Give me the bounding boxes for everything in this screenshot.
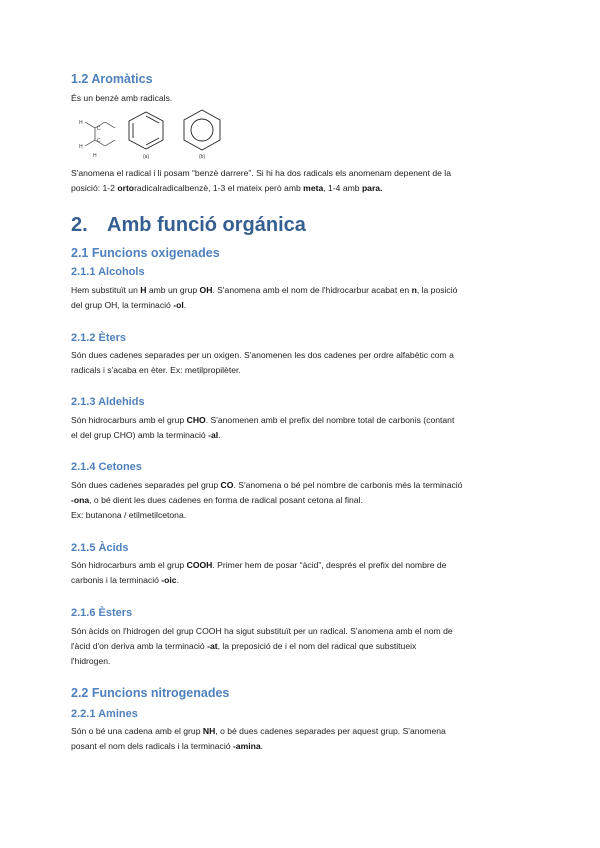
aldehids-line-2: el del grup CHO) amb la terminació -al.	[71, 430, 221, 440]
heading-acids: 2.1.5 Àcids	[71, 542, 129, 554]
struct-label-h-3: H	[93, 153, 97, 159]
amines-line-2: posant el nom dels radicals i la terminació -amina.	[71, 741, 264, 751]
esters-paragraph	[71, 624, 531, 669]
struct-label-a: (a)	[143, 154, 150, 160]
aromatics-line-2: posició: 1-2 ortoradicalradicalbenzè, 1-3 el mateix però amb meta, 1-4 amb para.	[71, 183, 383, 193]
esters-line-1: Són àcids on l'hidrogen del grup COOH ha sigut substituït per un radical. S'anomena amb el nom de	[71, 626, 453, 636]
aldehids-line-1: Són hidrocarburs amb el grup CHO. S'anomenen amb el prefix del nombre total de carbonis (contant	[71, 415, 455, 425]
esters-line-2: l'àcid d'on deriva amb la terminació -at, la preposició de i el nom del radical que substitueix	[71, 641, 417, 651]
acids-line-2: carbonis i la terminació -oic.	[71, 575, 179, 585]
aromatics-intro-text: És un benzè amb radicals.	[71, 93, 173, 103]
amines-line-1: Són o bé una cadena amb el grup NH, o bé dues cadenes separades per aquest grup. S'anomena	[71, 726, 446, 736]
eters-line-1: Són dues cadenes separades per un oxigen. S'anomenen les dos cadenes per ordre alfabètic com a	[71, 350, 454, 360]
struct-label-b: (b)	[199, 154, 206, 160]
heading-aromatics: 1.2 Aromàtics	[71, 72, 153, 86]
heading-esters: 2.1.6 Èsters	[71, 607, 133, 619]
cetones-line-3: Ex: butanona / etilmetilcetona.	[71, 510, 187, 520]
struct-label-h-1: H	[79, 120, 83, 126]
benzene-structures-figure	[71, 108, 231, 160]
aromatics-intro	[71, 91, 531, 106]
heading-amines: 2.2.1 Amines	[71, 708, 138, 720]
heading-nitrogen-functions: 2.2 Funcions nitrogenades	[71, 686, 230, 700]
struct-label-c-2: C	[97, 138, 101, 144]
struct-label-c-1: C	[97, 126, 101, 132]
acids-paragraph	[71, 558, 531, 588]
amines-paragraph	[71, 724, 531, 754]
benzene-kekule-icon	[129, 112, 163, 149]
chapter-title-text: Amb funció orgánica	[107, 214, 306, 236]
heading-alcohols: 2.1.1 Alcohols	[71, 266, 145, 278]
cetones-line-2: -ona, o bé dient les dues cadenes en forma de radical posant cetona al final.	[71, 495, 363, 505]
aldehids-paragraph	[71, 413, 531, 443]
heading-cetones: 2.1.4 Cetones	[71, 461, 142, 473]
alcohols-line-2: del grup OH, la terminació -ol.	[71, 300, 187, 310]
heading-eters: 2.1.2 Èters	[71, 332, 127, 344]
chapter-title	[71, 214, 306, 237]
cetones-paragraph	[71, 478, 531, 523]
alcohols-line-1: Hem substituït un H amb un grup OH. S'anomena amb el nom de l'hidrocarbur acabat en n, la posició	[71, 285, 458, 295]
benzene-aromatic-icon	[184, 110, 220, 150]
eters-line-2: radicals i s'acaba en èter. Ex: metilpropilèter.	[71, 365, 241, 375]
cetones-line-1: Són dues cadenes separades pel grup CO. S'anomena o bé pel nombre de carbonis més la terminació	[71, 480, 463, 490]
heading-aldehids: 2.1.3 Aldehids	[71, 396, 145, 408]
esters-line-3: l'hidrogen.	[71, 656, 111, 666]
alcohols-paragraph	[71, 283, 531, 313]
eters-paragraph	[71, 348, 531, 378]
aromatics-paragraph	[71, 166, 531, 196]
aromatics-line-1: S'anomena el radical i li posam “benzè darrere”. Si hi ha dos radicals els anomenam depenent de la	[71, 168, 451, 178]
acids-line-1: Són hidrocarburs amb el grup COOH. Primer hem de posar “àcid”, després el prefix del nombre de	[71, 560, 447, 570]
heading-oxygen-functions: 2.1 Funcions oxigenades	[71, 246, 220, 260]
struct-label-h-2: H	[79, 144, 83, 150]
chapter-number: 2.	[71, 214, 88, 236]
